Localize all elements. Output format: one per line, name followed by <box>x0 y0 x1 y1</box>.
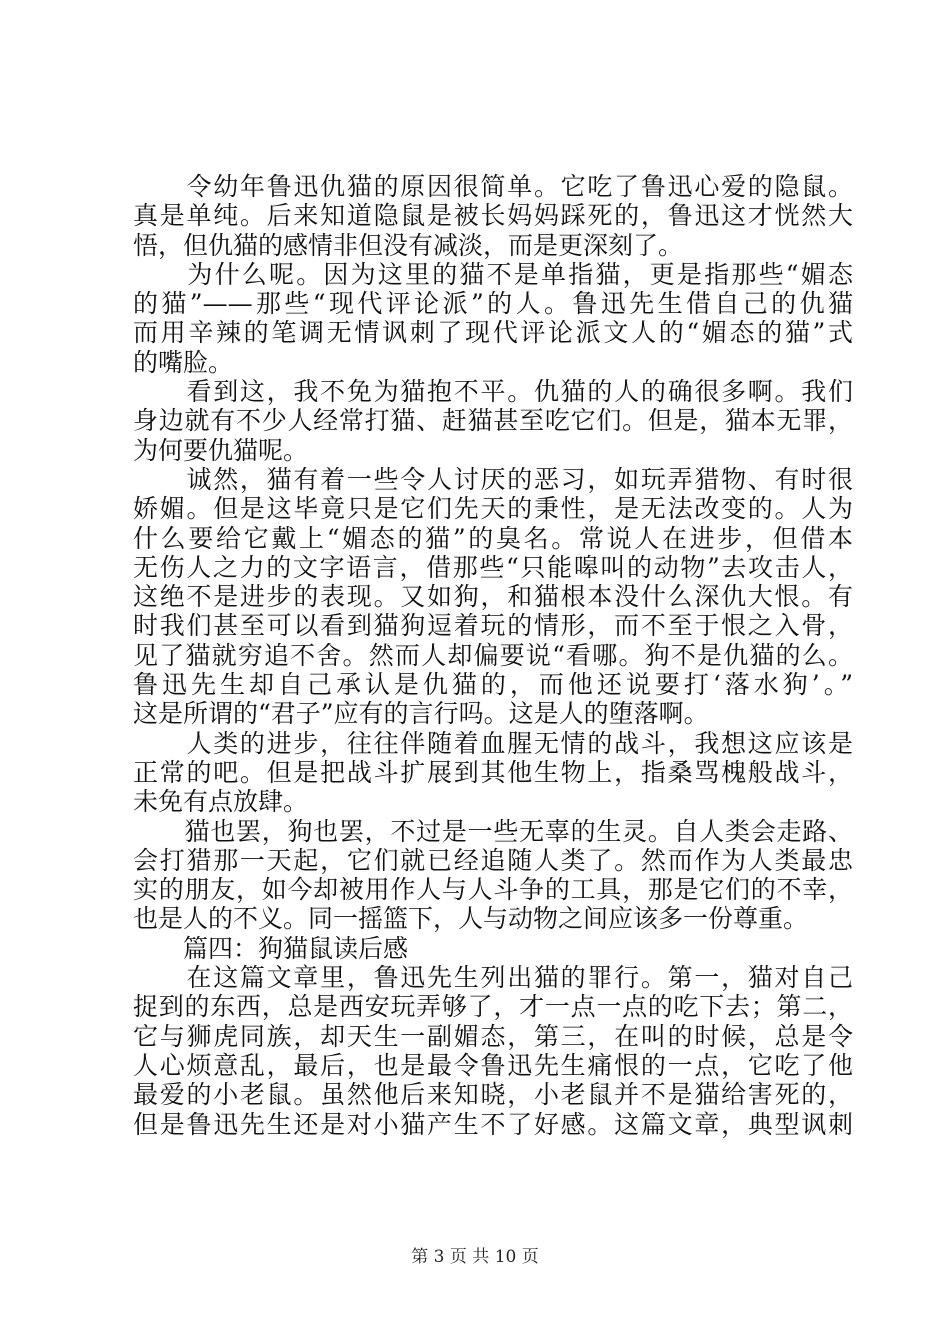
text-line: 人类的进步，往往伴随着血腥无情的战斗，我想这应该是 <box>133 728 853 758</box>
text-line: 无伤人之力的文字语言，借那些“只能嗥叫的动物”去攻击人， <box>133 552 853 582</box>
text-line: 实的朋友，如今却被用作人与人斗争的工具，那是它们的不幸， <box>133 875 853 905</box>
text-line: 为何要仇猫呢。 <box>133 435 309 465</box>
page-footer: 第 3 页 共 10 页 <box>411 1247 539 1267</box>
text-line: 娇媚。但是这毕竟只是它们先天的秉性，是无法改变的。人为 <box>133 494 853 524</box>
text-line: 捉到的东西，总是西安玩弄够了，才一点一点的吃下去；第二， <box>133 992 853 1022</box>
text-line: 人心烦意乱，最后，也是最令鲁迅先生痛恨的一点，它吃了他 <box>133 1050 853 1080</box>
text-line: 未免有点放肆。 <box>133 787 309 817</box>
text-line: 最爱的小老鼠。虽然他后来知晓，小老鼠并不是猫给害死的， <box>133 1080 853 1110</box>
text-line: 见了猫就穷追不舍。然而人却偏要说“看哪。狗不是仇猫的么。 <box>133 640 853 670</box>
text-line: 真是单纯。后来知道隐鼠是被长妈妈踩死的，鲁迅这才恍然大 <box>133 201 853 231</box>
text-line: 它与狮虎同族，却天生一副媚态，第三，在叫的时候，总是令 <box>133 1021 853 1051</box>
text-line: 正常的吧。但是把战斗扩展到其他生物上，指桑骂槐般战斗， <box>133 757 853 787</box>
text-line: 鲁迅先生却自己承认是仇猫的，而他还说要打‘落水狗’。” <box>133 670 853 700</box>
text-line: 身边就有不少人经常打猫、赶猫甚至吃它们。但是，猫本无罪， <box>133 406 853 436</box>
text-line: 而用辛辣的笔调无情讽刺了现代评论派文人的“媚态的猫”式 <box>133 318 853 348</box>
text-line: 猫也罢，狗也罢，不过是一些无辜的生灵。自人类会走路、 <box>133 816 853 846</box>
text-line: 也是人的不义。同一摇篮下，人与动物之间应该多一份尊重。 <box>133 904 809 934</box>
text-line: 的猫”——那些“现代评论派”的人。鲁迅先生借自己的仇猫 <box>133 289 853 319</box>
text-line: 这绝不是进步的表现。又如狗，和猫根本没什么深仇大恨。有 <box>133 582 853 612</box>
text-line: 的嘴脸。 <box>133 347 234 377</box>
text-line: 什么要给它戴上“媚态的猫”的臭名。常说人在进步，但借本 <box>133 523 853 553</box>
text-line: 这是所谓的“君子”应有的言行吗。这是人的堕落啊。 <box>133 699 709 729</box>
text-line: 悟，但仇猫的感情非但没有减淡，而是更深刻了。 <box>133 230 684 260</box>
body-text <box>133 172 853 1139</box>
text-line: 在这篇文章里，鲁迅先生列出猫的罪行。第一，猫对自己 <box>133 963 853 993</box>
text-line: 令幼年鲁迅仇猫的原因很简单。它吃了鲁迅心爱的隐鼠。 <box>133 172 853 201</box>
text-line: 看到这，我不免为猫抱不平。仇猫的人的确很多啊。我们 <box>133 377 853 407</box>
text-line: 诚然，猫有着一些令人讨厌的恶习，如玩弄猎物、有时很 <box>133 464 853 494</box>
text-line: 为什么呢。因为这里的猫不是单指猫，更是指那些“媚态 <box>133 259 853 289</box>
text-line: 时我们甚至可以看到猫狗逗着玩的情形，而不至于恨之入骨， <box>133 611 853 641</box>
text-line: 但是鲁迅先生还是对小猫产生不了好感。这篇文章，典型讽刺 <box>133 1109 853 1139</box>
text-line: 会打猎那一天起，它们就已经追随人类了。然而作为人类最忠 <box>133 845 853 875</box>
text-line: 篇四：狗猫鼠读后感 <box>133 933 409 963</box>
